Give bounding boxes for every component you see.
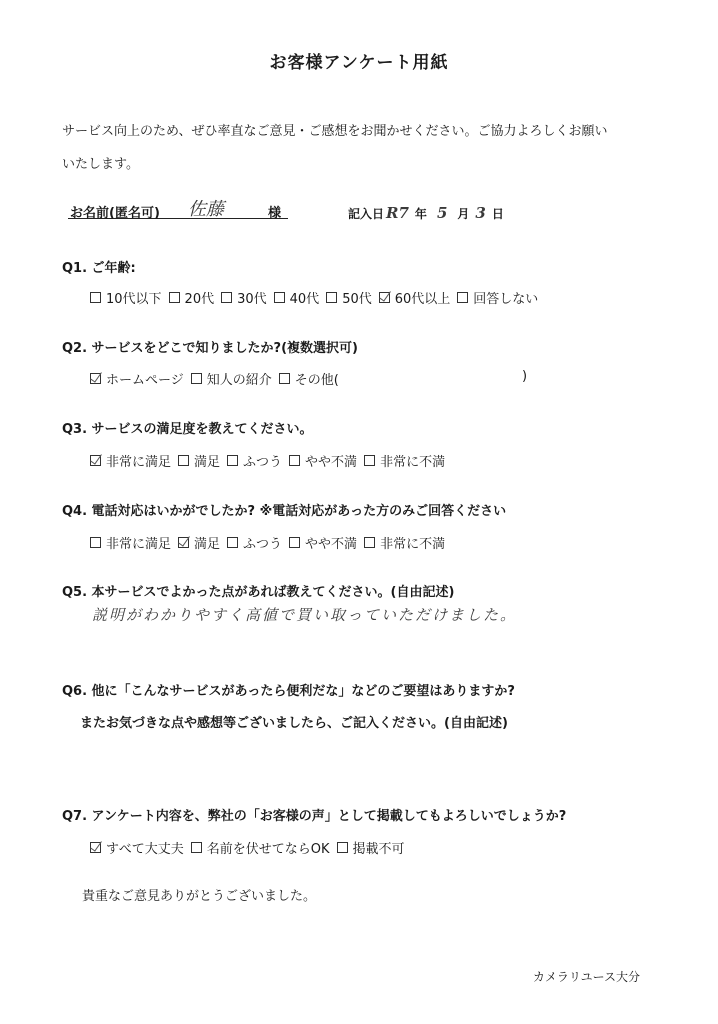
checkbox-icon[interactable] [221, 292, 232, 303]
q1-option-label: 40代 [289, 292, 320, 307]
q2-option-label: ホームページ [106, 373, 184, 388]
q1-option[interactable] [274, 288, 320, 307]
q3-option-label: ふつう [243, 455, 283, 470]
q1-option[interactable] [90, 288, 162, 307]
q3-option[interactable] [289, 451, 357, 470]
date-month[interactable]: 5 [436, 204, 448, 222]
q2-options [90, 369, 346, 388]
q1-option[interactable] [379, 288, 451, 307]
q2-option-label: 知人の紹介 [206, 373, 272, 388]
q1-option-label: 60代以上 [394, 292, 451, 307]
q7-options [90, 838, 412, 857]
page-title: お客様アンケート用紙 [269, 53, 449, 73]
date-month-unit: 月 [457, 207, 470, 221]
q4-option[interactable] [289, 533, 357, 552]
intro-line-2: いたします。 [62, 157, 139, 172]
q7-option-label: すべて大丈夫 [106, 842, 184, 857]
checkbox-icon[interactable] [326, 292, 337, 303]
q4-option[interactable] [364, 533, 445, 552]
q4-option-label: ふつう [243, 537, 283, 552]
q1-option-label: 10代以下 [106, 292, 162, 307]
q1-option[interactable] [169, 288, 215, 307]
date-label: 記入日 [348, 207, 385, 221]
q4-option-label: 満足 [194, 537, 221, 552]
name-label: お名前(匿名可) [70, 206, 160, 221]
q4-option[interactable] [227, 533, 282, 552]
name-suffix: 様 [268, 206, 282, 221]
q7-title: Q7. アンケート内容を、弊社の「お客様の声」として掲載してもよろしいでしょうか? [62, 809, 567, 824]
q1-option[interactable] [457, 288, 538, 307]
thanks-text: 貴重なご意見ありがとうございました。 [82, 889, 317, 904]
checked-checkbox-icon[interactable] [90, 373, 101, 384]
q1-title: Q1. ご年齢: [62, 261, 136, 276]
q7-option-label: 掲載不可 [352, 842, 405, 857]
checked-checkbox-icon[interactable] [379, 292, 390, 303]
name-value[interactable]: 佐藤 [188, 199, 224, 220]
q4-option-label: 非常に不満 [380, 537, 446, 552]
q1-option-label: 20代 [184, 292, 215, 307]
q1-option[interactable] [326, 288, 372, 307]
q5-answer[interactable]: 説明がわかりやすく高値で買い取っていただけました。 [92, 606, 518, 624]
checkbox-icon[interactable] [227, 455, 238, 466]
checkbox-icon[interactable] [274, 292, 285, 303]
q4-option[interactable] [178, 533, 220, 552]
q3-option[interactable] [364, 451, 445, 470]
q3-option[interactable] [90, 451, 171, 470]
q7-option-label: 名前を伏せてならOK [206, 842, 330, 857]
q1-option-label: 30代 [237, 292, 267, 307]
checkbox-icon[interactable] [191, 842, 202, 853]
q3-option[interactable] [227, 451, 282, 470]
checkbox-icon[interactable] [289, 455, 300, 466]
date-day-unit: 日 [491, 207, 504, 221]
date-era[interactable]: R7 [386, 204, 409, 222]
q5-title: Q5. 本サービスでよかった点があれば教えてください。(自由記述) [62, 585, 455, 600]
date-field [348, 204, 504, 222]
footer-company: カメラリユース大分 [532, 970, 640, 984]
q2-option[interactable] [90, 369, 184, 388]
q3-option-label: 非常に満足 [106, 455, 172, 470]
q4-option[interactable] [90, 533, 171, 552]
q2-option-label: その他( [294, 373, 339, 388]
q2-close-paren: ) [522, 369, 528, 384]
checked-checkbox-icon[interactable] [90, 842, 101, 853]
q3-title: Q3. サービスの満足度を教えてください。 [62, 422, 313, 437]
checkbox-icon[interactable] [227, 537, 238, 548]
q3-option-label: やや不満 [305, 455, 358, 470]
q4-option-label: 非常に満足 [106, 537, 172, 552]
checked-checkbox-icon[interactable] [90, 455, 101, 466]
q1-option-label: 回答しない [473, 292, 539, 307]
checkbox-icon[interactable] [337, 842, 348, 853]
q7-option[interactable] [90, 838, 184, 857]
q3-option-label: 満足 [194, 455, 221, 470]
checked-checkbox-icon[interactable] [178, 537, 189, 548]
q4-option-label: やや不満 [305, 537, 358, 552]
q2-title: Q2. サービスをどこで知りましたか?(複数選択可) [62, 341, 358, 356]
checkbox-icon[interactable] [289, 537, 300, 548]
q1-option-label: 50代 [342, 292, 372, 307]
checkbox-icon[interactable] [90, 537, 101, 548]
q4-options [90, 533, 452, 552]
q3-options [90, 451, 452, 470]
checkbox-icon[interactable] [90, 292, 101, 303]
q3-option[interactable] [178, 451, 220, 470]
q2-option[interactable] [279, 369, 339, 388]
q6-title-line-1: Q6. 他に「こんなサービスがあったら便利だな」などのご要望はありますか? [62, 684, 515, 699]
q1-options [90, 288, 545, 307]
checkbox-icon[interactable] [364, 537, 375, 548]
date-year-unit: 年 [414, 207, 427, 221]
q4-title: Q4. 電話対応はいかがでしたか? ※電話対応があった方のみご回答ください [62, 504, 507, 519]
q3-option-label: 非常に不満 [380, 455, 446, 470]
q7-option[interactable] [337, 838, 405, 857]
intro-line-1: サービス向上のため、ぜひ率直なご意見・ご感想をお聞かせください。ご協力よろしくお願い [62, 124, 608, 139]
checkbox-icon[interactable] [279, 373, 290, 384]
checkbox-icon[interactable] [364, 455, 375, 466]
date-day[interactable]: 3 [475, 204, 486, 222]
checkbox-icon[interactable] [191, 373, 202, 384]
checkbox-icon[interactable] [178, 455, 189, 466]
q7-option[interactable] [191, 838, 330, 857]
checkbox-icon[interactable] [457, 292, 468, 303]
q1-option[interactable] [221, 288, 267, 307]
q2-option[interactable] [191, 369, 272, 388]
checkbox-icon[interactable] [169, 292, 180, 303]
q6-title-line-2: またお気づきな点や感想等ございましたら、ご記入ください。(自由記述) [80, 716, 508, 731]
